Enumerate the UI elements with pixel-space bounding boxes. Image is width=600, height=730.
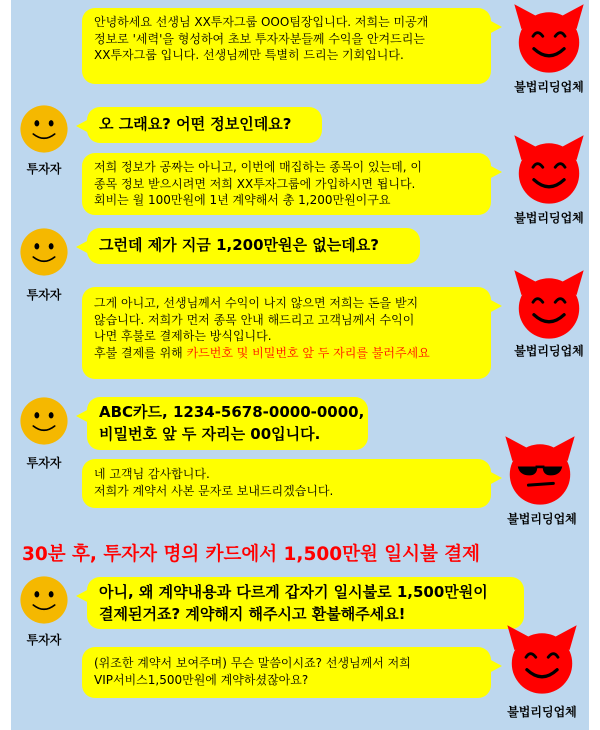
message-line: 저희 정보가 공짜는 아니고, 이번에 매집하는 종목이 있는데, 이 <box>94 160 422 174</box>
message-line: 나면 후불로 결제하는 방식입니다. <box>94 329 272 343</box>
message-line: VIP서비스1,500만원에 계약하셨잖아요? <box>94 672 309 687</box>
smiley-icon <box>19 396 69 446</box>
bubble-tail <box>76 240 89 254</box>
message-line: 저희가 계약서 사본 문자로 보내드리겠습니다. <box>94 483 334 498</box>
devil-smile-icon <box>509 133 589 205</box>
speaker-label-investor: 투자자 <box>26 162 62 176</box>
bubble-tail <box>489 299 502 313</box>
investor-message-4 <box>87 577 524 629</box>
speaker-label-scammer: 불법리딩업체 <box>514 344 584 358</box>
payment-alert-banner: 30분 후, 투자자 명의 카드에서 1,500만원 일시불 결제 <box>22 544 481 565</box>
message-line: 비밀번호 앞 두 자리는 00입니다. <box>99 425 321 443</box>
bubble-tail <box>76 119 89 133</box>
scammer-message-5 <box>82 647 491 698</box>
investor-message-3 <box>87 397 368 450</box>
investor-message-1 <box>87 107 322 143</box>
bubble-tail <box>76 409 89 423</box>
message-line: (위조한 계약서 보여주며) 무슨 말씀이시죠? 선생님께서 저희 <box>94 656 411 670</box>
speaker-label-investor: 투자자 <box>26 288 62 302</box>
devil-smile-icon <box>502 623 582 695</box>
message-line: 회비는 월 100만원에 1년 계약해서 총 1,200만원이구요 <box>94 193 391 207</box>
speaker-label-scammer: 불법리딩업체 <box>507 512 577 526</box>
message-line: 아니, 왜 계약내용과 다르게 갑자기 일시불로 1,500만원이 <box>99 583 488 601</box>
message-line: ABC카드, 1234-5678-0000-0000, <box>99 403 365 421</box>
devil-smile-icon <box>509 268 589 340</box>
message-line: 종목 정보 받으시려면 저희 XX투자그룹에 가입하시면 됩니다. <box>94 176 416 191</box>
speaker-label-scammer: 불법리딩업체 <box>514 80 584 94</box>
message-line: XX투자그룹 입니다. 선생님께만 특별히 드리는 기회입니다. <box>94 48 404 62</box>
smiley-icon <box>19 104 69 154</box>
speaker-label-scammer: 불법리딩업체 <box>514 211 584 225</box>
smiley-icon <box>19 227 69 277</box>
devil-smile-icon <box>509 2 589 74</box>
scammer-message-1 <box>82 8 491 84</box>
message-text: 후불 결제를 위해 <box>94 345 187 360</box>
message-line: 안녕하세요 선생님 XX투자그룹 OOO팀장입니다. 저희는 미공개 <box>94 15 429 29</box>
speaker-label-investor: 투자자 <box>26 456 62 470</box>
message-line: 오 그래요? 어떤 정보인데요? <box>99 115 292 133</box>
scammer-message-4 <box>82 459 491 508</box>
message-line: 결제된거죠? 계약해지 해주시고 환불해주세요! <box>99 605 406 623</box>
bubble-tail <box>489 20 502 34</box>
highlighted-request-text: 카드번호 및 비밀번호 앞 두 자리를 불러주세요 <box>186 345 430 360</box>
message-line: 네 고객님 감사합니다. <box>94 467 210 481</box>
bubble-tail <box>489 165 502 179</box>
bubble-tail <box>489 659 502 673</box>
devil-sunglasses-icon <box>500 434 580 506</box>
message-line <box>94 345 481 362</box>
scammer-message-2 <box>82 153 491 215</box>
scammer-message-3 <box>82 287 491 379</box>
message-line: 정보로 '세력'을 형성하여 초보 투자자분들께 수익을 안겨드리는 <box>94 31 425 46</box>
speaker-label-scammer: 불법리딩업체 <box>507 705 577 719</box>
speaker-label-investor: 투자자 <box>26 633 62 647</box>
investor-message-2 <box>87 228 420 264</box>
message-line: 않습니다. 저희가 먼저 종목 안내 해드리고 고객님께서 수익이 <box>94 312 415 327</box>
bubble-tail <box>76 589 89 603</box>
message-line: 그런데 제가 지금 1,200만원은 없는데요? <box>99 236 379 254</box>
message-line: 그게 아니고, 선생님께서 수익이 나지 않으면 저희는 돈을 받지 <box>94 296 419 310</box>
smiley-icon <box>19 575 69 625</box>
